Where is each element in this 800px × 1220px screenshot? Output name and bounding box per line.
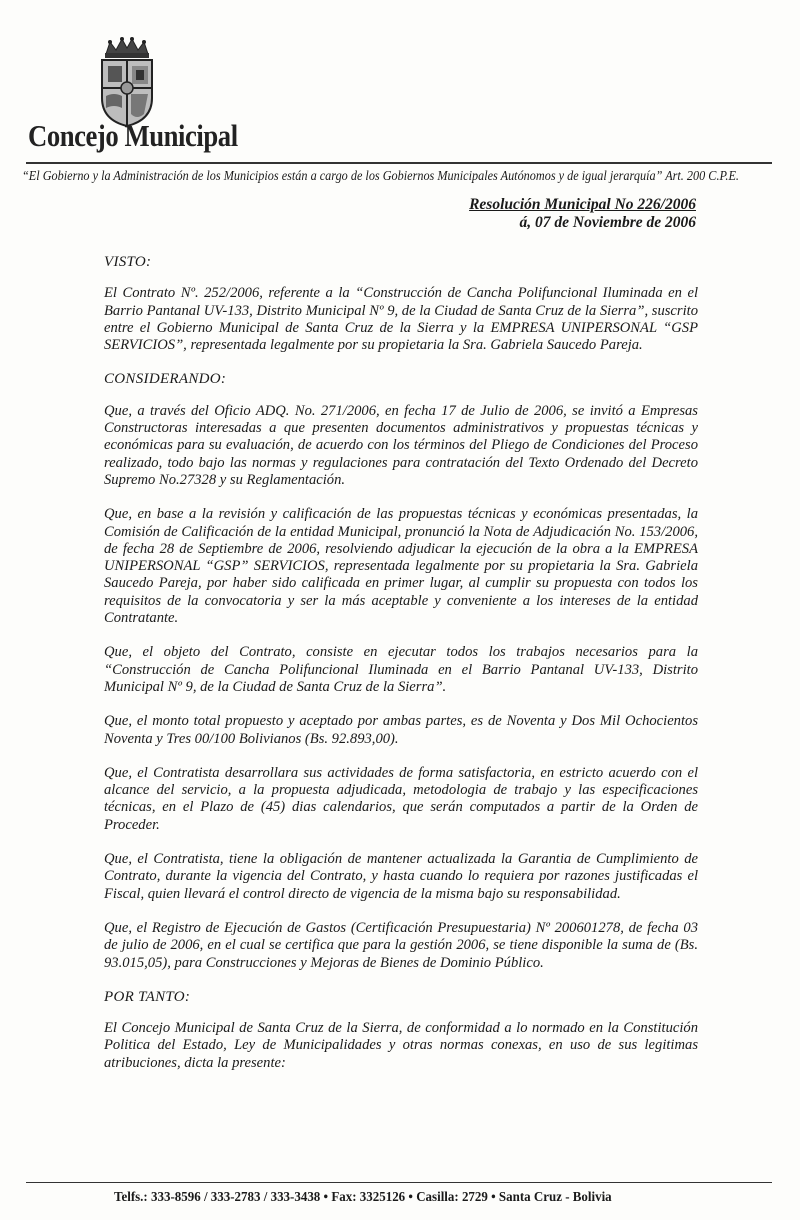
resolution-date: á, 07 de Noviembre de 2006 bbox=[519, 214, 696, 231]
footer-contact: Telfs.: 333-8596 / 333-2783 / 333-3438 • Fax: 3325126 • Casilla: 2729 • Santa Cruz - Bolivia bbox=[114, 1189, 612, 1204]
document-body bbox=[104, 254, 698, 1089]
organization-name: Concejo Municipal bbox=[28, 118, 238, 153]
considerando-paragraph: Que, el monto total propuesto y aceptado por ambas partes, es de Noventa y Dos Mil Ochocientos Noventa y Tres 00/100 Bolivianos (Bs. 92.893,00). bbox=[104, 713, 698, 747]
header-quote: “El Gobierno y la Administración de los Municipios están a cargo de los Gobiernos Municipales Autónomos y de igual jerarquía” Art. 200 C.P.E. bbox=[22, 168, 739, 183]
resolution-block bbox=[469, 196, 696, 232]
considerando-heading: CONSIDERANDO: bbox=[104, 371, 227, 388]
visto-paragraph: El Contrato Nº. 252/2006, referente a la “Construcción de Cancha Polifuncional Iluminada en el Barrio Pantanal UV-133, Distrito Municipal Nº 9, de la Ciudad de Santa Cruz de la Sierra”, suscrito entre el Gobierno Municipal de Santa Cruz de la Sierra y la EMPRESA UNIPERSONAL “GSP SERVICIOS”, representada legalmente por su propietaria la Sra. Gabriela Saucedo Pareja. bbox=[104, 285, 698, 354]
considerando-paragraph: Que, el Contratista, tiene la obligación de mantener actualizada la Garantia de Cumplimiento de Contrato, durante la vigencia del Contrato, y hasta cuando lo requiera por razones justificadas el Fiscal, quien llevará el control directo de vigencia de la misma bajo su responsabilidad. bbox=[104, 851, 698, 902]
resolution-title: Resolución Municipal No 226/2006 bbox=[469, 196, 696, 213]
coat-of-arms-icon bbox=[96, 36, 158, 128]
considerando-paragraph: Que, el Registro de Ejecución de Gastos (Certificación Presupuestaria) Nº 200601278, de fecha 03 de julio de 2006, en el cual se certifica que para la gestión 2006, se tiene disponible la suma de (Bs. 93.015,05), para Construcciones y Mejoras de Bienes de Dominio Público. bbox=[104, 919, 698, 971]
header-divider bbox=[26, 162, 772, 164]
visto-heading: VISTO: bbox=[104, 254, 152, 270]
considerando-paragraph: Que, en base a la revisión y calificación de las propuestas técnicas y económicas presentadas, la Comisión de Calificación de la entidad Municipal, pronunció la Nota de Adjudicación No. 153/2006, de fecha 28 de Septiembre de 2006, resolviendo adjudicar la ejecución de la obra a la EMPRESA UNIPERSONAL “GSP” SERVICIOS, representada legalmente por su propietaria la Sra. Gabriela Saucedo Pareja, por haber sido calificada en primer lugar, al cumplir su propuesta con todos los requisitos de la convocatoria y ser la más aceptable y conveniente a los intereses de la entidad Contratante. bbox=[104, 506, 698, 627]
considerando-paragraph: Que, el objeto del Contrato, consiste en ejecutar todos los trabajos necesarios para la “Construcción de Cancha Polifuncional Iluminada en el Barrio Pantanal UV-133, Distrito Municipal Nº 9, de la Ciudad de Santa Cruz de la Sierra”. bbox=[104, 644, 698, 695]
portanto-heading: POR TANTO: bbox=[104, 988, 191, 1005]
footer-divider bbox=[26, 1182, 772, 1183]
considerando-paragraph: Que, a través del Oficio ADQ. No. 271/2006, en fecha 17 de Julio de 2006, se invitó a Empresas Constructoras interesadas a que presenten documentos administrativos y propuestas técnicas y económicas para su evaluación, de acuerdo con los términos del Pliego de Condiciones del Proceso realizado, todo bajo las normas y regulaciones para contratación del Texto Ordenado del Decreto Supremo No.27328 y su Reglamentación. bbox=[104, 402, 698, 488]
considerando-paragraph: Que, el Contratista desarrollara sus actividades de forma satisfactoria, en estricto acuerdo con el alcance del servicio, a la propuesta adjudicada, metodologia de trabajo y las especificaciones técnicas, en el Plazo de (45) dias calendarios, que serán computados a partir de la Orden de Proceder. bbox=[104, 764, 698, 833]
portanto-paragraph: El Concejo Municipal de Santa Cruz de la Sierra, de conformidad a lo normado en la Constitución Politica del Estado, Ley de Municipalidades y otras normas conexas, en uso de sus legitimas atribuciones, dicta la presente: bbox=[104, 1020, 698, 1071]
